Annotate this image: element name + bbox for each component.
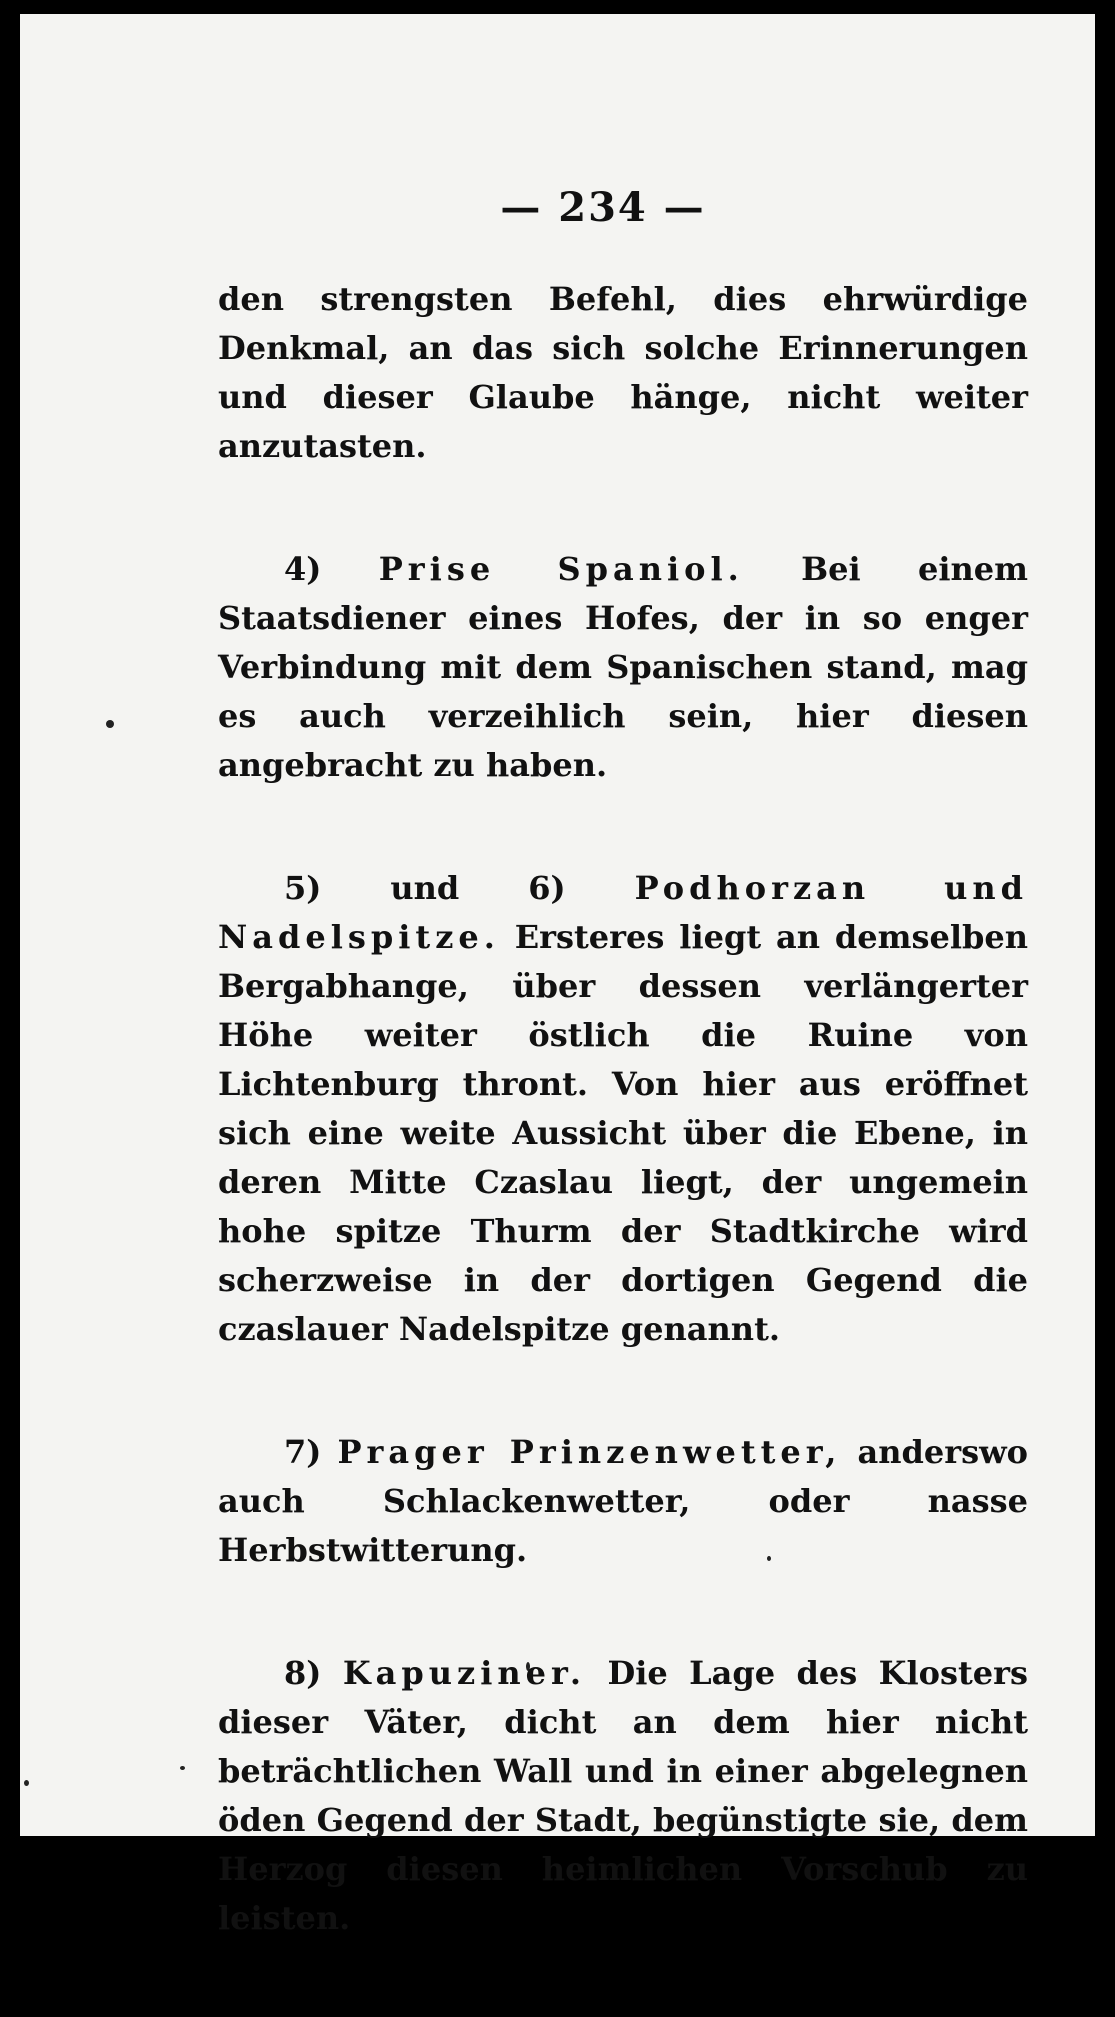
note-text: Ersteres liegt an demselben Bergabhange, über dessen verlängerter Höhe weiter östlich die Ruine von Lichtenburg thront. Von hier aus eröffnet sich eine weite Aussicht über die Ebene, in deren Mitte Czaslau liegt, der ungemein hohe spitze Thurm der Stadtkirche wird scherzweise in der dortigen Gegend die czaslauer Nadelspitze genannt. (218, 918, 1028, 1348)
note-term: Prise Spaniol. (378, 550, 744, 588)
note-number: 8) (284, 1654, 322, 1692)
note-5-6 (218, 864, 1028, 1354)
note-4 (218, 545, 1028, 790)
note-text: anderswo auch Schlackenwetter, oder nasse Herbstwitterung. (218, 1433, 1029, 1569)
note-7 (218, 1428, 1028, 1575)
note-text: Bei einem Staatsdiener eines Hofes, der in so enger Verbindung mit dem Spanischen stand, mag es auch verzeihlich sein, hier diesen angebracht zu haben. (218, 550, 1029, 784)
paragraph-text: den strengsten Befehl, dies ehrwürdige Denkmal, an das sich solche Erinnerungen und dieser Glaube hänge, nicht weiter anzutasten. (218, 280, 1028, 465)
note-term: Prager Prinzenwetter, (337, 1433, 842, 1471)
paragraph-continuation (218, 275, 1028, 471)
note-term: Podhorzan und Nadelspitze. (218, 869, 1028, 956)
ink-speck (24, 1780, 29, 1786)
page-number: — 234 — (500, 184, 706, 231)
note-8 (218, 1649, 1028, 1943)
document-page (20, 14, 1105, 1937)
note-term: Kapuziner. (342, 1654, 587, 1692)
note-number: 5) und 6) (284, 869, 566, 907)
note-number: 7) (284, 1433, 322, 1471)
text-block (218, 184, 1028, 2017)
note-number: 4) (284, 550, 322, 588)
ink-speck (106, 720, 114, 728)
note-text: Die Lage des Klosters dieser Väter, dicht an dem hier nicht beträchtlichen Wall und in einer abgelegnen öden Gegend der Stadt, begünstigte sie, dem Herzog diesen heimlichen Vorschub zu leisten. (218, 1654, 1029, 1937)
ink-speck (180, 1766, 185, 1770)
page-edge (1095, 14, 1105, 1836)
